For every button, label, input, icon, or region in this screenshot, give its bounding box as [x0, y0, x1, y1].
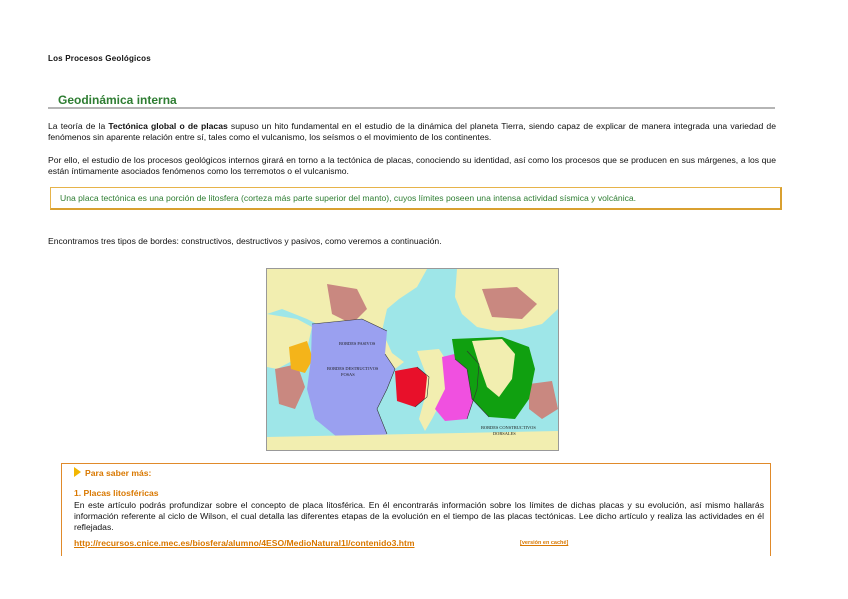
intro-paragraph [48, 121, 776, 143]
second-paragraph: Por ello, el estudio de los procesos geológicos internos girará en torno a la tectónica de placas, conociendo su identidad, así como los procesos que se producen en sus márgenes, a los que están íntimamente asociados fenómenos como los terremotos o el vulcanismo. [48, 155, 776, 176]
tectonic-map-graphic [267, 269, 558, 450]
resource-link[interactable]: http://recursos.cnice.mec.es/biosfera/alumno/4ESO/MedioNatural1l/contenido3.htm [74, 538, 415, 548]
section-title: Geodinámica interna [58, 93, 177, 107]
intro-text-end: supuso un hito fundamental en el estudio de la dinámica del planeta Tierra, siendo capaz de explicar de manera integrada una variedad de fenómenos sin aparente relación entre sí, tales como el vulcanismo, los seísmos o el movimiento de los continentes. [48, 121, 776, 142]
arrow-right-icon [74, 467, 81, 477]
tectonic-plates-map [266, 268, 559, 451]
more-info-box [61, 463, 771, 556]
intro-text-start: La teoría de la [48, 121, 109, 131]
label-dorsales: DORSALES [493, 431, 516, 436]
label-bordes-pasivos: BORDES PASIVOS [339, 341, 376, 346]
cached-version-link[interactable]: [versión en caché] [520, 540, 569, 546]
intro-bold-term: Tectónica global o de placas [108, 121, 228, 131]
breadcrumb: Los Procesos Geológicos [48, 54, 151, 63]
label-fosas: FOSAS [341, 372, 355, 377]
borders-paragraph: Encontramos tres tipos de bordes: constructivos, destructivos y pasivos, como veremos a continuación. [48, 236, 442, 246]
definition-note: Una placa tectónica es una porción de litosfera (corteza más parte superior del manto), cuyos límites poseen una intensa actividad sísmica y volcánica. [50, 187, 782, 210]
label-bordes-destructivos: BORDES DESTRUCTIVOS [327, 366, 379, 371]
label-bordes-constructivos: BORDES CONSTRUCTIVOS [481, 425, 536, 430]
title-divider [48, 107, 775, 109]
pacific-plate [307, 319, 395, 441]
more-info-heading-text: Para saber más: [85, 468, 152, 478]
more-info-body: En este artículo podrás profundizar sobre el concepto de placa litosférica. En él encontrarás información sobre los límites de dichas placas y su evolución, así mismo hallarás información referente al ciclo de Wilson, el cual detalla las diferentes etapas de la evolución en el tiempo de las placas tectónicas. Lee dicho artículo y realiza las actividades en él reflejadas. [74, 500, 764, 532]
more-info-heading [74, 467, 151, 478]
more-info-subheading: 1. Placas litosféricas [74, 488, 159, 498]
